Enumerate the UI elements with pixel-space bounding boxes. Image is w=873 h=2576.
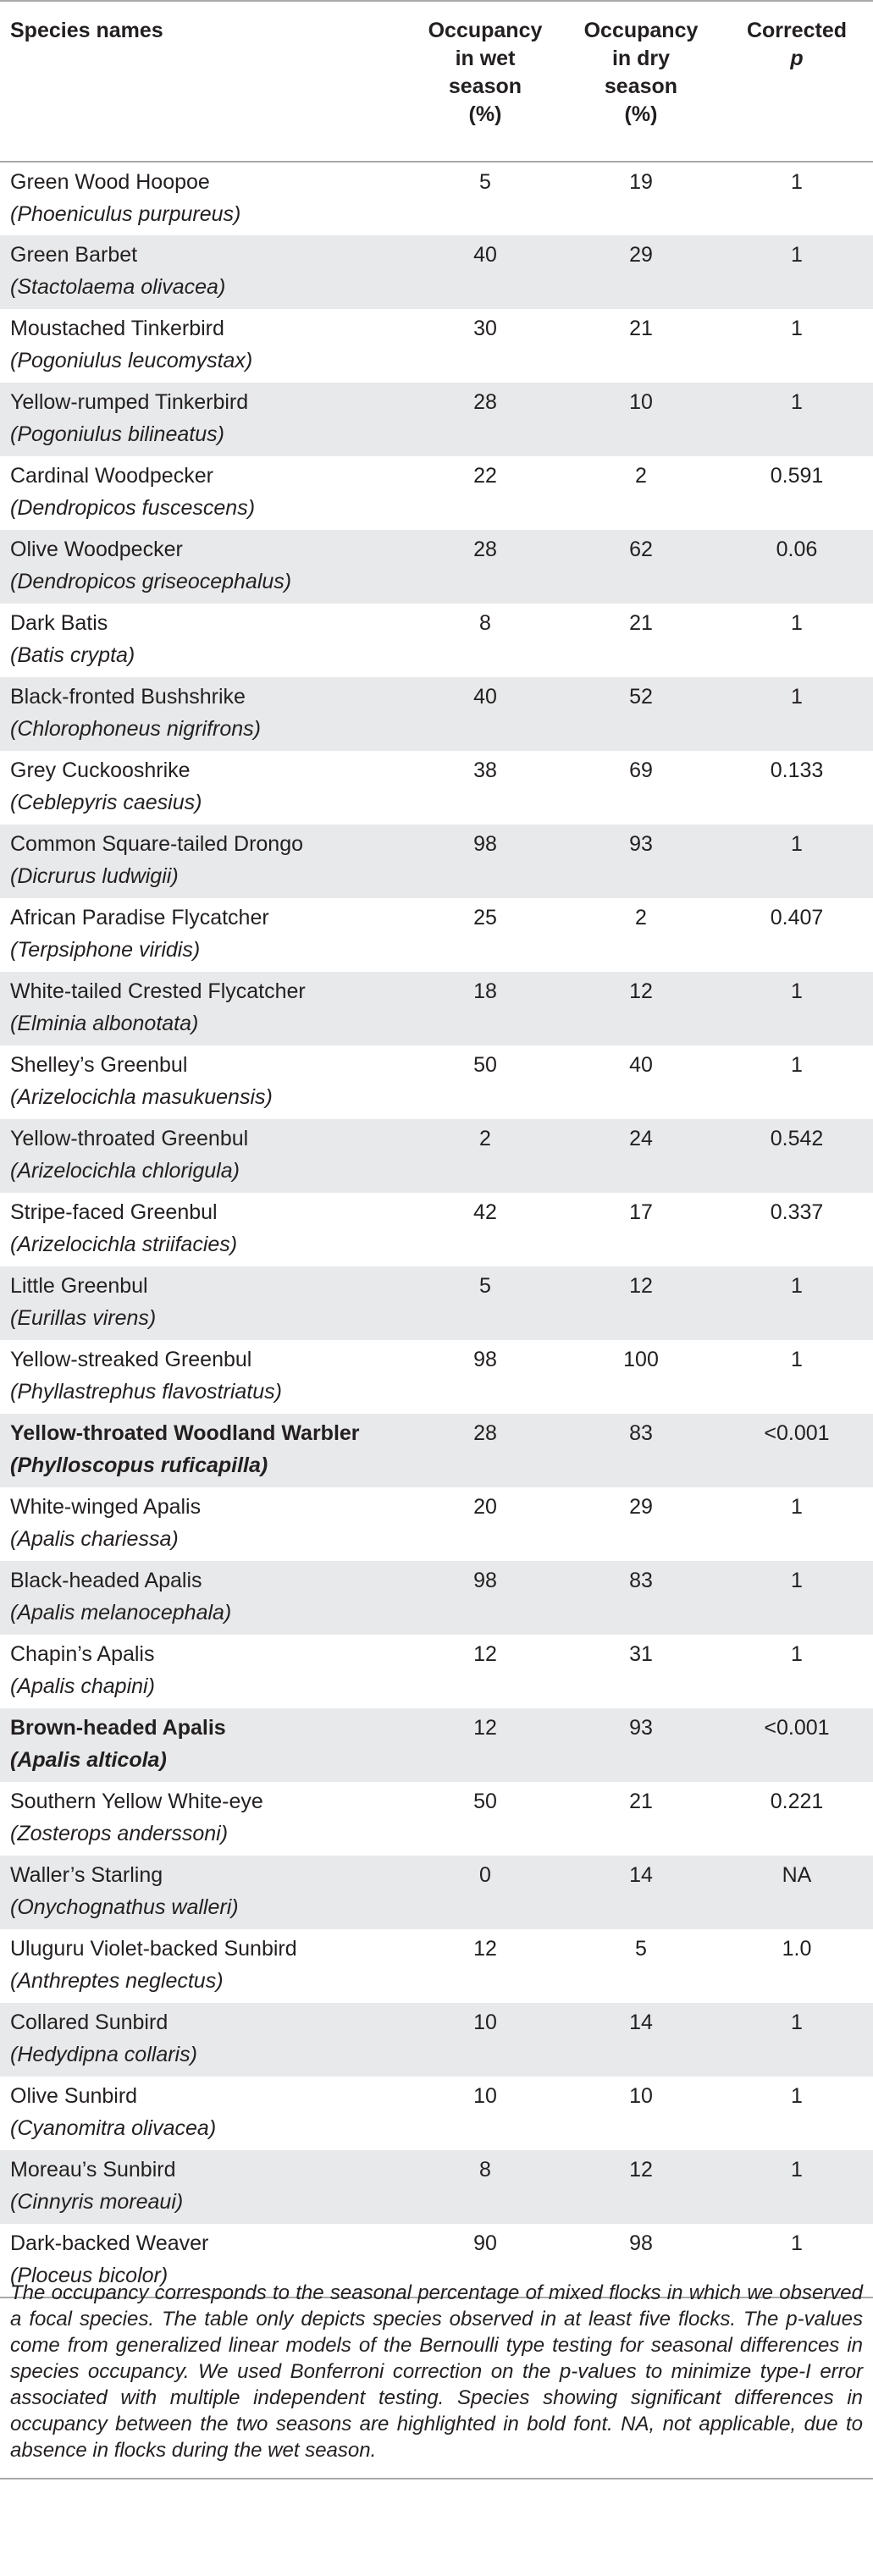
occupancy-wet-cell: 12: [473, 1937, 497, 1961]
occupancy-wet-cell: 42: [473, 1200, 497, 1224]
occupancy-dry-cell: 98: [561, 2224, 721, 2297]
species-common-name: Moreau’s Sunbird: [10, 2158, 176, 2182]
table-row: [0, 1929, 873, 2003]
occupancy-dry-cell: 21: [629, 1790, 653, 1813]
occupancy-dry-cell: 12: [629, 2158, 653, 2182]
species-name-cell: [0, 1782, 409, 1856]
header-dry-line: season: [604, 74, 678, 98]
occupancy-wet-cell: 18: [473, 979, 497, 1003]
occupancy-wet-cell: 28: [473, 538, 497, 561]
table-row: [0, 1045, 873, 1119]
species-latin-name: (Zosterops anderssoni): [10, 1822, 229, 1845]
table-row: [0, 383, 873, 456]
corrected-p-cell: 0.133: [770, 758, 824, 782]
species-latin-name: (Hedydipna collaris): [10, 2043, 197, 2066]
occupancy-wet-cell: 25: [473, 906, 497, 929]
header-wet-line: Occupancy: [428, 19, 543, 42]
corrected-p-cell: 1: [791, 832, 803, 856]
species-latin-name: (Cyanomitra olivacea): [10, 2116, 217, 2140]
occupancy-wet-cell: 12: [473, 1642, 497, 1666]
corrected-p-cell: 1: [721, 2224, 873, 2297]
corrected-p-cell: 1: [791, 170, 803, 194]
species-name-cell: [0, 1119, 409, 1193]
species-common-name: Black-headed Apalis: [10, 1569, 202, 1592]
corrected-p-cell: 1: [791, 685, 803, 709]
species-common-name: Southern Yellow White-eye: [10, 1790, 263, 1813]
header-wet-line: in wet: [455, 47, 516, 70]
header-occupancy-wet: [409, 1, 561, 162]
species-latin-name: (Dendropicos griseocephalus): [10, 570, 292, 593]
species-common-name: Grey Cuckooshrike: [10, 758, 191, 782]
species-common-name: Uluguru Violet-backed Sunbird: [10, 1937, 297, 1961]
species-name-cell: [0, 1045, 409, 1119]
occupancy-dry-cell: 29: [629, 1495, 653, 1519]
occupancy-dry-cell: 93: [629, 1716, 653, 1740]
species-latin-name: (Elminia albonotata): [10, 1012, 199, 1035]
bottom-divider: [0, 2478, 873, 2479]
occupancy-wet-cell: 40: [473, 685, 497, 709]
species-latin-name: (Phyllastrephus flavostriatus): [10, 1380, 282, 1404]
species-name-cell: [0, 1266, 409, 1340]
species-latin-name: (Ploceus bicolor): [10, 2264, 169, 2287]
table-row: [0, 1782, 873, 1856]
species-name-cell: [0, 2077, 409, 2150]
corrected-p-cell: 0.06: [776, 538, 818, 561]
corrected-p-cell: 1: [791, 2084, 803, 2108]
corrected-p-cell: 1: [791, 2158, 803, 2182]
species-name-cell: [0, 751, 409, 825]
corrected-p-cell: 0.591: [770, 464, 824, 488]
table-row: [0, 1266, 873, 1340]
species-name-cell: [0, 1561, 409, 1635]
species-latin-name: (Phylloscopus ruficapilla): [10, 1453, 268, 1477]
occupancy-dry-cell: 69: [629, 758, 653, 782]
species-common-name: Moustached Tinkerbird: [10, 317, 224, 340]
occupancy-wet-cell: 38: [473, 758, 497, 782]
species-common-name: Black-fronted Bushshrike: [10, 685, 246, 709]
table-row: [0, 1635, 873, 1708]
corrected-p-cell: 1: [791, 611, 803, 635]
occupancy-wet-cell: 20: [473, 1495, 497, 1519]
table-row: [0, 2150, 873, 2224]
table-row: [0, 604, 873, 677]
species-name-cell: [0, 1414, 409, 1487]
species-common-name: Stripe-faced Greenbul: [10, 1200, 218, 1224]
occupancy-dry-cell: 62: [629, 538, 653, 561]
occupancy-wet-cell: 22: [473, 464, 497, 488]
species-latin-name: (Apalis alticola): [10, 1748, 167, 1772]
corrected-p-cell: <0.001: [764, 1421, 830, 1445]
occupancy-wet-cell: 2: [479, 1127, 491, 1150]
corrected-p-cell: 1: [791, 1274, 803, 1298]
header-p-word: Corrected: [746, 19, 848, 42]
species-name-cell: [0, 1340, 409, 1414]
occupancy-wet-cell: 10: [473, 2084, 497, 2108]
occupancy-dry-cell: 24: [629, 1127, 653, 1150]
species-name-cell: [0, 1635, 409, 1708]
species-name-cell: [0, 383, 409, 456]
species-latin-name: (Stactolaema olivacea): [10, 275, 226, 299]
species-name-cell: [0, 677, 409, 751]
corrected-p-cell: NA: [782, 1863, 812, 1887]
table-row: [0, 1856, 873, 1929]
table-row: [0, 1119, 873, 1193]
header-occupancy-dry: [561, 1, 721, 162]
species-latin-name: (Cinnyris moreaui): [10, 2190, 184, 2214]
header-corrected-p: [721, 1, 873, 162]
species-latin-name: (Batis crypta): [10, 643, 135, 667]
species-latin-name: (Anthreptes neglectus): [10, 1969, 224, 1993]
corrected-p-cell: 1: [791, 390, 803, 414]
species-latin-name: (Terpsiphone viridis): [10, 938, 201, 962]
occupancy-wet-cell: 8: [479, 611, 491, 635]
table-row: [0, 1487, 873, 1561]
occupancy-dry-cell: 31: [629, 1642, 653, 1666]
species-common-name: Yellow-throated Woodland Warbler: [10, 1421, 360, 1445]
species-common-name: Shelley’s Greenbul: [10, 1053, 188, 1077]
occupancy-wet-cell: 30: [473, 317, 497, 340]
table-row: [0, 1414, 873, 1487]
occupancy-dry-cell: 19: [629, 170, 653, 194]
species-latin-name: (Ceblepyris caesius): [10, 791, 202, 814]
species-common-name: Brown-headed Apalis: [10, 1716, 226, 1740]
species-latin-name: (Eurillas virens): [10, 1306, 157, 1330]
species-latin-name: (Arizelocichla masukuensis): [10, 1085, 273, 1109]
table-footnote: The occupancy corresponds to the seasonal percentage of mixed flocks in which we observed a focal species. The table only depicts species observed in at least five flocks. The p-values come from generalized linear models of the Bernoulli type testing for seasonal differences in species occupancy. We used Bonferroni correction on the p-values to minimize type-I error associated with multiple independent testing. Species showing significant differences in occupancy between the two seasons are highlighted in bold font. NA, not applicable, due to absence in flocks during the wet season.: [10, 2281, 863, 2462]
header-dry-line: (%): [624, 102, 658, 126]
species-common-name: Yellow-rumped Tinkerbird: [10, 390, 249, 414]
species-name-cell: [0, 1856, 409, 1929]
species-name-cell: [0, 1929, 409, 2003]
species-latin-name: (Apalis melanocephala): [10, 1601, 232, 1624]
occupancy-dry-cell: 21: [629, 317, 653, 340]
species-latin-name: (Onychognathus walleri): [10, 1895, 239, 1919]
species-common-name: Collared Sunbird: [10, 2011, 169, 2034]
table-row: [0, 751, 873, 825]
header-row: [0, 1, 873, 162]
occupancy-dry-cell: 93: [629, 832, 653, 856]
occupancy-wet-cell: 28: [473, 390, 497, 414]
corrected-p-cell: 0.542: [770, 1127, 824, 1150]
header-wet-line: season: [448, 74, 522, 98]
occupancy-dry-cell: 10: [629, 390, 653, 414]
species-common-name: Waller’s Starling: [10, 1863, 163, 1887]
header-species-names: Species names: [0, 1, 409, 162]
species-common-name: Yellow-streaked Greenbul: [10, 1348, 252, 1371]
occupancy-dry-cell: 2: [635, 906, 647, 929]
species-latin-name: (Arizelocichla striifacies): [10, 1233, 238, 1256]
species-common-name: African Paradise Flycatcher: [10, 906, 269, 929]
species-common-name: White-tailed Crested Flycatcher: [10, 979, 306, 1003]
occupancy-wet-cell: 0: [479, 1863, 491, 1887]
species-latin-name: (Apalis chariessa): [10, 1527, 179, 1551]
table-row: [0, 1561, 873, 1635]
corrected-p-cell: 1: [791, 1569, 803, 1592]
species-common-name: Green Wood Hoopoe: [10, 170, 210, 194]
occupancy-wet-cell: 98: [473, 832, 497, 856]
occupancy-dry-cell: 2: [635, 464, 647, 488]
corrected-p-cell: 1: [791, 317, 803, 340]
table-row: [0, 898, 873, 972]
table-row: [0, 162, 873, 235]
table-row: [0, 2077, 873, 2150]
table-row: [0, 309, 873, 383]
corrected-p-cell: 1: [791, 1348, 803, 1371]
species-common-name: Olive Woodpecker: [10, 538, 183, 561]
species-latin-name: (Pogoniulus leucomystax): [10, 349, 253, 372]
occupancy-wet-cell: 5: [479, 1274, 491, 1298]
corrected-p-cell: 1.0: [782, 1937, 812, 1961]
occupancy-wet-cell: 28: [473, 1421, 497, 1445]
corrected-p-cell: 0.337: [770, 1200, 824, 1224]
species-common-name: Green Barbet: [10, 243, 138, 267]
species-name-cell: [0, 825, 409, 898]
occupancy-wet-cell: 40: [473, 243, 497, 267]
species-name-cell: [0, 530, 409, 604]
species-latin-name: (Chlorophoneus nigrifrons): [10, 717, 261, 741]
table-row: [0, 972, 873, 1045]
table-row: [0, 2003, 873, 2077]
occupancy-wet-cell: 50: [473, 1790, 497, 1813]
species-common-name: Little Greenbul: [10, 1274, 148, 1298]
occupancy-dry-cell: 83: [629, 1569, 653, 1592]
occupancy-wet-cell: 98: [473, 1569, 497, 1592]
species-latin-name: (Phoeniculus purpureus): [10, 202, 241, 226]
species-name-cell: [0, 456, 409, 530]
species-name-cell: [0, 1708, 409, 1782]
occupancy-dry-cell: 10: [629, 2084, 653, 2108]
species-common-name: Dark Batis: [10, 611, 108, 635]
header-dry-line: Occupancy: [583, 19, 699, 42]
occupancy-dry-cell: 83: [629, 1421, 653, 1445]
species-name-cell: [0, 235, 409, 309]
species-name-cell: [0, 2003, 409, 2077]
species-common-name: Cardinal Woodpecker: [10, 464, 213, 488]
occupancy-wet-cell: 10: [473, 2011, 497, 2034]
occupancy-dry-cell: 14: [629, 1863, 653, 1887]
table-row: [0, 677, 873, 751]
occupancy-dry-cell: 21: [629, 611, 653, 635]
occupancy-wet-cell: 98: [473, 1348, 497, 1371]
table-row: [0, 1340, 873, 1414]
occupancy-dry-cell: 40: [629, 1053, 653, 1077]
species-latin-name: (Dicrurus ludwigii): [10, 864, 179, 888]
table-row: [0, 530, 873, 604]
species-name-cell: [0, 1487, 409, 1561]
occupancy-dry-cell: 29: [629, 243, 653, 267]
corrected-p-cell: 1: [791, 1053, 803, 1077]
occupancy-wet-cell: 50: [473, 1053, 497, 1077]
species-latin-name: (Dendropicos fuscescens): [10, 496, 256, 520]
occupancy-wet-cell: 90: [409, 2224, 561, 2297]
species-name-cell: [0, 309, 409, 383]
occupancy-dry-cell: 12: [629, 1274, 653, 1298]
species-name-cell: [0, 898, 409, 972]
species-name-cell: [0, 1193, 409, 1266]
species-common-name: Olive Sunbird: [10, 2084, 138, 2108]
table-row: [0, 1193, 873, 1266]
corrected-p-cell: 1: [791, 1495, 803, 1519]
table-row: [0, 825, 873, 898]
occupancy-dry-cell: 12: [629, 979, 653, 1003]
corrected-p-cell: 1: [791, 979, 803, 1003]
table-body: [0, 162, 873, 2297]
corrected-p-cell: 0.221: [770, 1790, 824, 1813]
header-wet-line: (%): [468, 102, 502, 126]
species-name-cell: [0, 604, 409, 677]
corrected-p-cell: <0.001: [764, 1716, 830, 1740]
corrected-p-cell: 1: [791, 2011, 803, 2034]
species-common-name: White-winged Apalis: [10, 1495, 202, 1519]
occupancy-wet-cell: 12: [473, 1716, 497, 1740]
header-p-letter: p: [790, 47, 804, 70]
table-row: [0, 235, 873, 309]
species-latin-name: (Arizelocichla chlorigula): [10, 1159, 240, 1183]
corrected-p-cell: 1: [791, 243, 803, 267]
species-common-name: Common Square-tailed Drongo: [10, 832, 304, 856]
corrected-p-cell: 0.407: [770, 906, 824, 929]
species-common-name: Yellow-throated Greenbul: [10, 1127, 249, 1150]
occupancy-wet-cell: 5: [479, 170, 491, 194]
header-dry-line: in dry: [611, 47, 671, 70]
occupancy-wet-cell: 8: [479, 2158, 491, 2182]
table-header: [0, 1, 873, 162]
occupancy-dry-cell: 17: [629, 1200, 653, 1224]
occupancy-dry-cell: 52: [629, 685, 653, 709]
species-name-cell: [0, 972, 409, 1045]
species-latin-name: (Apalis chapini): [10, 1674, 155, 1698]
table-row: [0, 1708, 873, 1782]
occupancy-dry-cell: 5: [635, 1937, 647, 1961]
species-latin-name: (Pogoniulus bilineatus): [10, 422, 224, 446]
species-name-cell: [0, 2150, 409, 2224]
corrected-p-cell: 1: [791, 1642, 803, 1666]
occupancy-dry-cell: 100: [623, 1348, 659, 1371]
species-common-name: Chapin’s Apalis: [10, 1642, 155, 1666]
table-row: [0, 456, 873, 530]
species-name-cell: [0, 162, 409, 235]
occupancy-dry-cell: 14: [629, 2011, 653, 2034]
species-common-name: Dark-backed Weaver: [10, 2231, 209, 2255]
